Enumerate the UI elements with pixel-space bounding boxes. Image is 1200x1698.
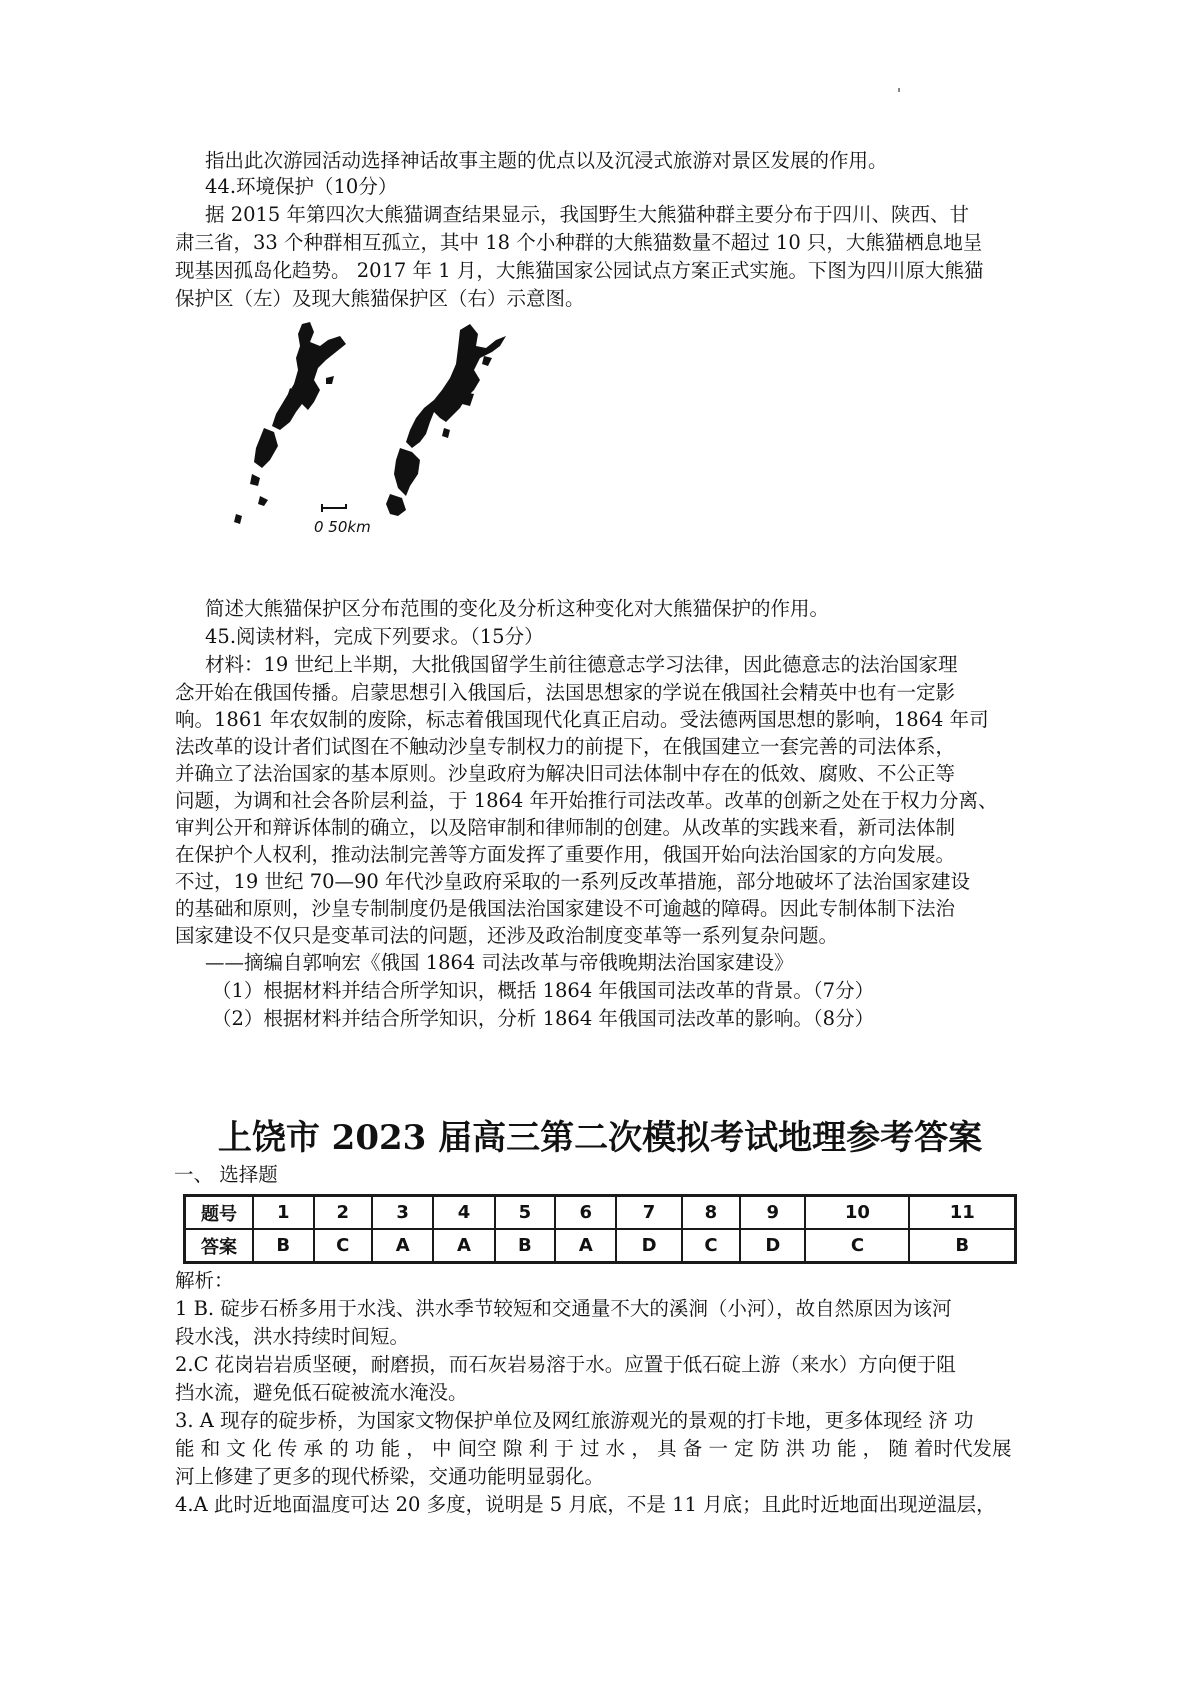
question-number-cell: 8 <box>682 1196 741 1230</box>
answer-cell: A <box>372 1229 433 1263</box>
q45-material-line: 念开始在俄国传播。启蒙思想引入俄国后，法国思想家的学说在俄国社会精英中也有一定影 <box>175 681 956 704</box>
table-row <box>185 1229 1016 1263</box>
analysis-line: 3. A 现存的碇步桥，为国家文物保护单位及网红旅游观光的景观的打卡地，更多体现经 济 功 <box>175 1409 974 1432</box>
question-number-cell: 1 <box>253 1196 314 1230</box>
q45-material-line: 不过，19 世纪 70—90 年代沙皇政府采取的一系列反改革措施，部分地破坏了法治国家建设 <box>175 870 971 893</box>
scan-mark <box>898 88 900 92</box>
q45-material-line: 审判公开和辩诉体制的确立，以及陪审制和律师制的创建。从改革的实践来看，新司法体制 <box>175 816 956 839</box>
answer-cell: A <box>555 1229 616 1263</box>
analysis-line: 2.C 花岗岩岩质坚硬，耐磨损，而石灰岩易溶于水。应置于低石碇上游（来水）方向便于阻 <box>175 1353 956 1376</box>
q45-material-line: 的基础和原则，沙皇专制制度仍是俄国法治国家建设不可逾越的障碍。因此专制体制下法治 <box>175 897 956 920</box>
answer-cell: C <box>682 1229 741 1263</box>
q44-text-line: 据 2015 年第四次大熊猫调查结果显示，我国野生大熊猫种群主要分布于四川、陕西、甘 <box>205 203 970 226</box>
answer-cell: A <box>433 1229 494 1263</box>
answer-table <box>183 1194 1017 1264</box>
analysis-line: 河上修建了更多的现代桥梁，交通功能明显弱化。 <box>175 1465 605 1488</box>
question-number-cell: 7 <box>616 1196 681 1230</box>
question-number-cell: 4 <box>433 1196 494 1230</box>
q44-text-line: 肃三省，33 个种群相互孤立，其中 18 个小种群的大熊猫数量不超过 10 只，大熊猫栖息地呈 <box>175 231 983 254</box>
question-number-cell: 9 <box>740 1196 805 1230</box>
answer-cell: B <box>253 1229 314 1263</box>
question-number-cell: 3 <box>372 1196 433 1230</box>
scale-label: 0 50km <box>314 518 371 536</box>
question-number-cell: 5 <box>495 1196 556 1230</box>
current-reserve-map <box>386 324 506 516</box>
q45-material-line: 在保护个人权利，推动法制完善等方面发挥了重要作用，俄国开始向法治国家的方向发展。 <box>175 843 956 866</box>
q45-material-line: 问题，为调和社会各阶层利益，于 1864 年开始推行司法改革。改革的创新之处在于权力分离、 <box>175 789 998 812</box>
answer-cell: B <box>495 1229 556 1263</box>
q44-text-line: 现基因孤岛化趋势。 2017 年 1 月，大熊猫国家公园试点方案正式实施。下图为四川原大熊猫 <box>175 259 984 282</box>
original-reserve-map <box>234 322 346 524</box>
table-header-cell: 题号 <box>185 1196 254 1230</box>
q45-material-line: 法改革的设计者们试图在不触动沙皇专制权力的前提下，在俄国建立一套完善的司法体系， <box>175 735 956 758</box>
panda-reserve-map <box>230 318 750 588</box>
scale-bar <box>322 504 346 512</box>
q45-material-line: 材料：19 世纪上半期，大批俄国留学生前往德意志学习法律，因此德意志的法治国家理 <box>205 653 958 676</box>
analysis-line: 挡水流，避免低石碇被流水淹没。 <box>175 1381 468 1404</box>
answer-cell: D <box>616 1229 681 1263</box>
answer-cell: C <box>314 1229 373 1263</box>
q44-text-line: 保护区（左）及现大熊猫保护区（右）示意图。 <box>175 287 585 310</box>
question-number-cell: 2 <box>314 1196 373 1230</box>
answer-cell: D <box>740 1229 805 1263</box>
analysis-line: 1 B. 碇步石桥多用于水浅、洪水季节较短和交通量不大的溪涧（小河），故自然原因为该河 <box>175 1297 952 1320</box>
table-row <box>185 1196 1016 1230</box>
q45-material-line: 国家建设不仅只是变革司法的问题，还涉及政治制度变革等一系列复杂问题。 <box>175 924 839 947</box>
analysis-line: 4.A 此时近地面温度可达 20 多度，说明是 5 月底，不是 11 月底；且此时近地面出现逆温层， <box>175 1493 996 1516</box>
q45-source: ——摘编自郭响宏《俄国 1864 司法改革与帝俄晚期法治国家建设》 <box>205 951 794 974</box>
q45-subquestion-2: （2）根据材料并结合所学知识，分析 1864 年俄国司法改革的影响。（8分） <box>212 1007 875 1030</box>
q45-subquestion-1: （1）根据材料并结合所学知识，概括 1864 年俄国司法改革的背景。（7分） <box>212 979 875 1002</box>
answer-cell: B <box>909 1229 1015 1263</box>
question-number-cell: 6 <box>555 1196 616 1230</box>
answer-key-title: 上饶市 2023 届高三第二次模拟考试地理参考答案 <box>217 1118 983 1158</box>
question-number-cell: 10 <box>805 1196 909 1230</box>
analysis-line: 段水浅，洪水持续时间短。 <box>175 1325 410 1348</box>
q44-heading: 44.环境保护（10分） <box>205 175 398 198</box>
analysis-label: 解析： <box>175 1269 234 1292</box>
analysis-line: 能 和 文 化 传 承 的 功 能 ， 中 间空 隙 利 于 过 水 ， 具 备 一 定 防 洪 功 能 ， 随 着时代发展 <box>175 1437 1012 1460</box>
q44-prompt: 简述大熊猫保护区分布范围的变化及分析这种变化对大熊猫保护的作用。 <box>205 597 830 620</box>
question-number-cell: 11 <box>909 1196 1015 1230</box>
section-label: 一、 选择题 <box>174 1163 278 1186</box>
q43-prompt: 指出此次游园活动选择神话故事主题的优点以及沉浸式旅游对景区发展的作用。 <box>205 149 888 172</box>
q45-heading: 45.阅读材料，完成下列要求。（15分） <box>205 625 544 648</box>
q45-material-line: 并确立了法治国家的基本原则。沙皇政府为解决旧司法体制中存在的低效、腐败、不公正等 <box>175 762 956 785</box>
table-header-cell: 答案 <box>185 1229 254 1263</box>
map-figure <box>230 318 750 588</box>
answer-cell: C <box>805 1229 909 1263</box>
q45-material-line: 响。1861 年农奴制的废除，标志着俄国现代化真正启动。受法德两国思想的影响，1864 年司 <box>175 708 989 731</box>
